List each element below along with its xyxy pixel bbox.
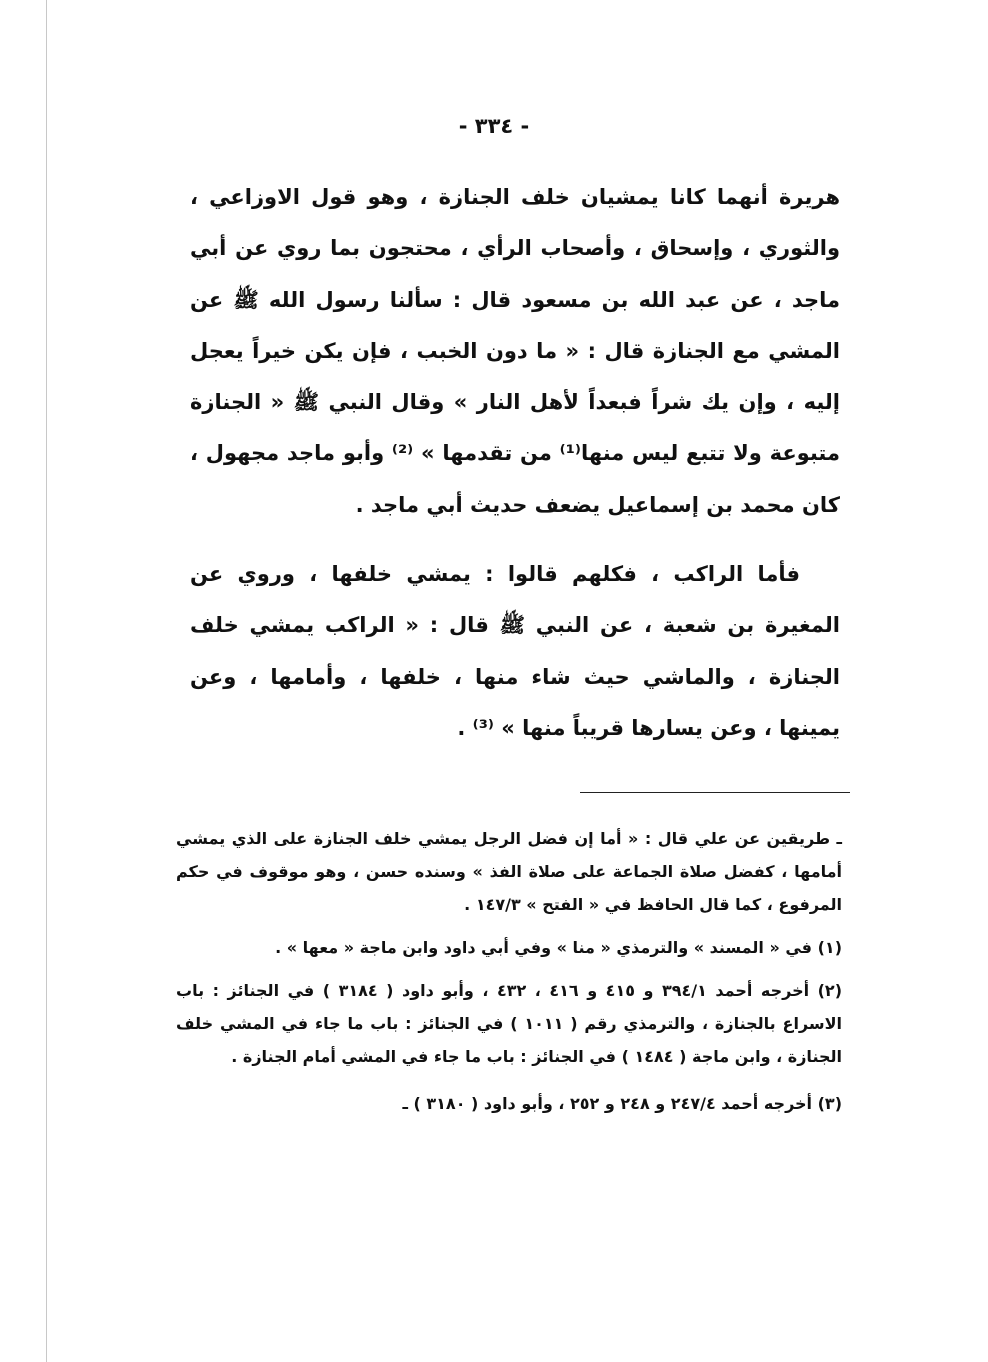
footnotes <box>176 822 842 1134</box>
footnote-1: (١) في « المسند » والترمذي « منا » وفي أبي داود وابن ماجة « معها » . <box>275 938 842 957</box>
page-number: - ٣٣٤ - <box>458 114 530 138</box>
scan-margin-line <box>46 0 47 1362</box>
body-paragraph: هريرة أنهما كانا يمشيان خلف الجنازة ، وهو قول الاوزاعي ، والثوري ، وإسحاق ، وأصحاب الرأي ، محتجون بما روي عن أبي ماجد ، عن عبد الله بن مسعود قال : سألنا رسول الله ﷺ عن المشي مع الجنازة قال : « ما دون الخبب ، فإن يكن خيراً يعجل إليه ، وإن يك شراً فبعداً لأهل النار » وقال النبي ﷺ « الجنازة متبوعة ولا تتبع ليس منها⁽¹⁾ من تقدمها » ⁽²⁾ وأبو ماجد مجهول ، كان محمد بن إسماعيل يضعف حديث أبي ماجد . <box>190 185 840 517</box>
main-text <box>190 172 840 754</box>
footnote-divider <box>580 792 850 793</box>
footnote-continuation: ـ طريقين عن علي قال : « أما إن فضل الرجل يمشي خلف الجنازة على الذي يمشي أمامها ، كفضل صلاة الجماعة على صلاة الفذ » وسنده حسن ، وهو موقوف في حكم المرفوع ، كما قال الحافظ في « الفتح » ١٤٧/٣ . <box>176 829 842 914</box>
footnote-3: (٣) أخرجه أحمد ٢٤٧/٤ و ٢٤٨ و ٢٥٢ ، وأبو داود ( ٣١٨٠ ) ـ <box>402 1094 842 1113</box>
footnote-2: (٢) أخرجه أحمد ٣٩٤/١ و ٤١٥ و ٤١٦ ، ٤٣٢ ، وأبو داود ( ٣١٨٤ ) في الجنائز : باب الاسراع بالجنازة ، والترمذي رقم ( ١٠١١ ) في الجنائز : باب ما جاء في المشي خلف الجنازة ، وابن ماجة ( ١٤٨٤ ) في الجنائز : باب ما جاء في المشي أمام الجنازة . <box>176 981 843 1066</box>
body-paragraph: فأما الراكب ، فكلهم قالوا : يمشي خلفها ، وروي عن المغيرة بن شعبة ، عن النبي ﷺ قال : « الراكب يمشي خلف الجنازة ، والماشي حيث شاء منها ، خلفها ، وأمامها ، وعن يمينها ، وعن يسارها قريباً منها » ⁽³⁾ . <box>190 562 840 740</box>
